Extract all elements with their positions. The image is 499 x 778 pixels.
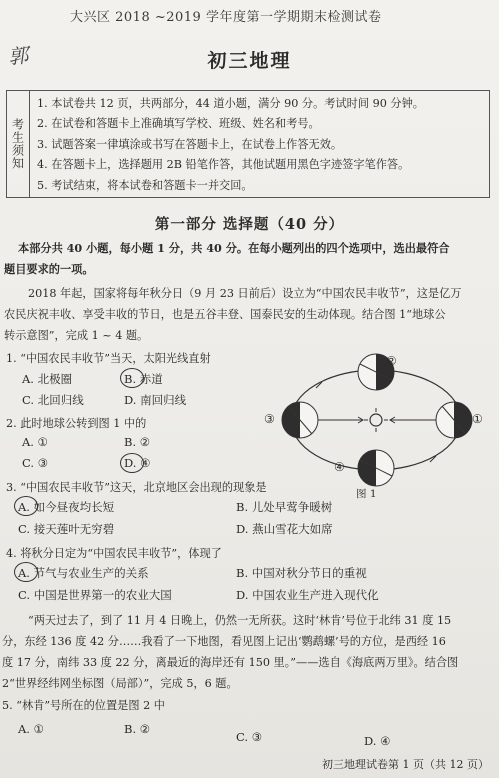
passage2-line: “两天过去了，到了 11 月 4 日晚上，仍然一无所获。这时‘林肯’号位于北纬 31 度 15 (28, 614, 452, 627)
instruction-item: 2. 在试卷和答题卡上准确填写学校、班级、姓名和考号。 (37, 117, 320, 131)
exam-header: 大兴区 2018 ~2019 学年度第一学期期末检测试卷 (70, 10, 382, 25)
q4-option-c[interactable]: C. 中国是世界第一的农业大国 (18, 588, 172, 602)
section-title: 第一部分 选择题（40 分） (154, 216, 345, 233)
earth-left (282, 402, 318, 438)
instructions-label: 考生须知 (7, 91, 30, 197)
answer-mark (14, 562, 38, 582)
instruction-item: 4. 在答题卡上，选择题用 2B 铅笔作答，其他试题用黑色字迹签字笔作答。 (37, 158, 410, 172)
q4-option-a[interactable]: A. 节气与农业生产的关系 (18, 566, 149, 580)
earth-orbit-svg (268, 348, 490, 500)
answer-mark (14, 496, 38, 516)
question-1-stem: 1. “中国农民丰收节”当天，太阳光线直射 (6, 352, 211, 365)
question-4-stem: 4. 将秋分日定为“中国农民丰收节”，体现了 (6, 547, 222, 560)
answer-mark (120, 453, 144, 473)
q4-option-b[interactable]: B. 中国对秋分节日的重视 (236, 566, 367, 580)
instructions-box (6, 90, 490, 198)
q2-option-c[interactable]: C. ③ (22, 456, 49, 470)
page-footer: 初三地理试卷第 1 页（共 12 页） (322, 758, 489, 771)
handwritten-name: 郭 (6, 43, 30, 69)
q3-option-c[interactable]: C. 接天莲叶无穷碧 (18, 522, 115, 536)
page-title: 初三地理 (207, 50, 292, 72)
passage1-line: 农民庆祝丰收、享受丰收的节日，也是五谷丰登、国泰民安的生动体现。结合图 1“地球公 (4, 308, 446, 321)
label-2: ② (386, 354, 397, 368)
section-intro: 本部分共 40 小题，每小题 1 分，共 40 分。在每小题列出的四个选项中，选出最符合 (18, 241, 450, 255)
q3-option-b[interactable]: B. 儿处早莺争暖树 (236, 500, 333, 514)
q4-option-d[interactable]: D. 中国农业生产进入现代化 (236, 588, 379, 602)
label-1: ① (472, 412, 483, 426)
question-3-stem: 3. “中国农民丰收节”这天，北京地区会出现的现象是 (6, 481, 267, 494)
q5-option-b[interactable]: B. ② (124, 722, 151, 736)
q5-option-d[interactable]: D. ④ (364, 734, 391, 748)
q2-option-b[interactable]: B. ② (124, 435, 151, 449)
instructions-list (37, 94, 424, 196)
instruction-item: 5. 考试结束，将本试卷和答题卡一并交回。 (37, 178, 253, 192)
q2-option-d[interactable]: D. ④ (124, 456, 151, 470)
earth-right (436, 402, 472, 438)
passage2-line: 度 17 分，南纬 33 度 22 分，离最近的海岸还有 150 里。”——选自《海底两万里》。结合图 (2, 656, 459, 669)
passage2-line: 2“世界经纬网坐标图（局部）”，完成 5，6 题。 (2, 677, 238, 690)
sun-icon (364, 408, 388, 432)
passage1-line: 2018 年起，国家将每年秋分日（9 月 23 日前后）设立为“中国农民丰收节”，这是亿万 (28, 287, 462, 300)
question-2-stem: 2. 此时地球公转到图 1 中的 (6, 417, 147, 430)
q5-option-c[interactable]: C. ③ (236, 730, 263, 744)
passage2-line: 分，东经 136 度 42 分……我看了一下地图，看见图上记出‘鹦鹉螺’号的方位，是西经 16 (2, 635, 446, 648)
passage1-line: 转示意图”，完成 1 ~ 4 题。 (4, 329, 149, 342)
label-3: ③ (264, 412, 275, 426)
instruction-item: 1. 本试卷共 12 页，共两部分，44 道小题，满分 90 分。考试时间 90 分钟。 (37, 97, 424, 110)
answer-mark (120, 368, 144, 388)
q5-option-a[interactable]: A. ① (18, 722, 44, 736)
label-4: ④ (334, 460, 345, 474)
q3-option-a[interactable]: A. 如今昼夜均长短 (18, 500, 115, 514)
earth-bottom (358, 450, 394, 486)
q3-option-d[interactable]: D. 燕山雪花大如席 (236, 522, 333, 536)
figure-caption: 图 1 (356, 488, 377, 500)
instruction-item: 3. 试题答案一律填涂或书写在答题卡上，在试卷上作答无效。 (37, 137, 343, 151)
section-intro-cont: 题目要求的一项。 (4, 262, 94, 276)
q1-option-d[interactable]: D. 南回归线 (124, 393, 187, 407)
q2-option-a[interactable]: A. ① (22, 435, 48, 449)
question-5-stem: 5. “林肯”号所在的位置是图 2 中 (2, 699, 165, 712)
q1-option-b[interactable]: B. 赤道 (124, 372, 163, 386)
earth-orbit-diagram (264, 348, 490, 500)
q1-option-a[interactable]: A. 北极圈 (22, 372, 73, 386)
q1-option-c[interactable]: C. 北回归线 (22, 393, 84, 407)
